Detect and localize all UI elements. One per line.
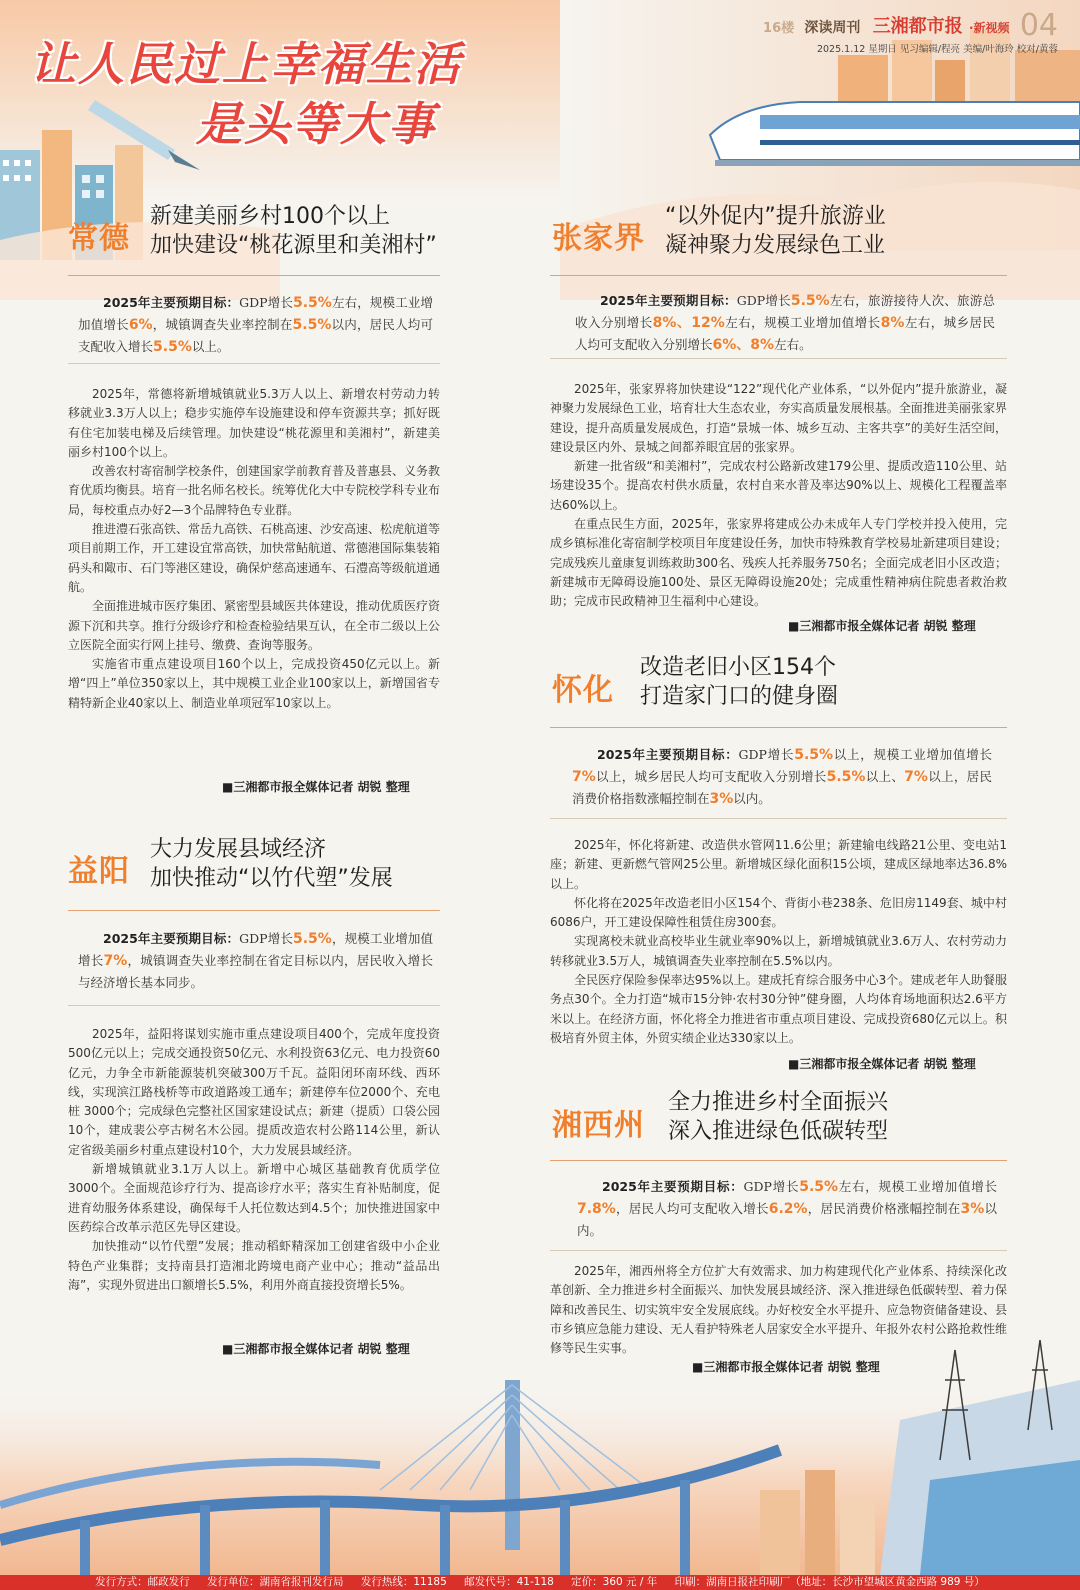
changde-para-5: 实施省市重点建设项目160个以上，完成投资450亿元以上。新增“四上”单位350家以上，其中规模工业企业100家以上，新增国省专精特新企业40家以上、制造业单项冠军10家以上。: [68, 657, 440, 710]
footer-bar: [0, 1575, 1080, 1590]
zhangjiajie-para-2: 新建一批省级“和美湘村”，完成农村公路新改建179公里、提质改造110公里、站场建设35个。提高农村供水质量，农村自来水普及率达90%以上、规模化工程覆盖率达60%以上。: [550, 459, 1007, 512]
paper-name: 三湘都市报: [872, 16, 963, 37]
zhangjiajie-body: [550, 380, 1007, 612]
changde-rule: [68, 275, 440, 276]
footer-distribution: 发行方式：邮政发行: [95, 1576, 190, 1588]
city-xiangxi: 湘西州: [552, 1108, 645, 1143]
changde-para-4: 全面推进城市医疗集团、紧密型县域医共体建设，推动优质医疗资源下沉和共享。推行分级诊疗和检查检验结果互认，在全市二级以上公立医院全面实行网上挂号、缴费、查询等服务。: [68, 599, 441, 652]
zhangjiajie-byline: ■三湘都市报全媒体记者 胡锐 整理: [788, 619, 976, 633]
date-line: 2025.1.12 星期日 见习编辑/程亮 美编/叶海玲 校对/黄蓉: [816, 44, 1058, 55]
city-yiyang: 益阳: [68, 854, 130, 889]
footer-printer: 印刷：湖南日报社印刷厂（地址：长沙市望城区黄金西路 989 号）: [674, 1576, 985, 1588]
page-label: 16楼: [763, 21, 795, 36]
zhangjiajie-divider: [550, 358, 1007, 359]
footer-hotline: 发行热线：11185: [360, 1576, 447, 1588]
huaihua-para-3: 实现离校未就业高校毕业生就业率90%以上，新增城镇就业3.6万人、农村劳动力转移就业3.5万人，城镇调查失业率控制在5.5%以内。: [550, 934, 1007, 968]
changde-para-3: 推进澧石张高铁、常岳九高铁、石桃高速、沙安高速、松虎航道等项目前期工作，开工建设宜常高铁，加快常鲇航道、常德港国际集装箱码头和陬市、石门等港区建设，确保炉慈高速通车、石澧高等级航道通航。: [68, 522, 441, 594]
changde-para-1: 2025年，常德将新增城镇就业5.3万人以上、新增农村劳动力转移就业3.3万人以上；稳步实施停车设施建设和停车资源共享；抓好既有住宅加装电梯及后续管理。加快建设“桃花源里和美湘村”，新建美丽乡村100个以上。: [68, 387, 440, 459]
main-headline-line1: 让人民过上幸福生活: [30, 37, 462, 91]
xiangxi-divider: [550, 1250, 1007, 1251]
xiangxi-goals: 2025年主要预期目标：GDP增长5.5%左右，规模工业增加值增长7.8%，居民人均可支配收入增长6.2%，居民消费价格涨幅控制在3%以内。: [577, 1179, 998, 1238]
zhangjiajie-title-1: “以外促内”提升旅游业: [665, 204, 886, 229]
changde-divider: [68, 363, 440, 364]
huaihua-byline: ■三湘都市报全媒体记者 胡锐 整理: [788, 1057, 976, 1071]
huaihua-goals: 2025年主要预期目标：GDP增长5.5%以上，规模工业增加值增长7%以上，城乡居民人均可支配收入分别增长5.5%以上、7%以上，居民消费价格指数涨幅控制在3%以内。: [572, 747, 993, 807]
zhangjiajie-title-2: 凝神聚力发展绿色工业: [665, 233, 886, 258]
city-changde: 常德: [68, 221, 130, 256]
huaihua-divider: [550, 818, 1007, 819]
city-huaihua: 怀化: [552, 673, 614, 708]
yiyang-para-2: 新增城镇就业3.1万人以上。新增中心城区基础教育优质学位3000个。全面规范诊疗行为、提高诊疗水平；落实生育补贴制度，促进育幼服务体系建设，确保每千人托位数达到4.5个；加快推进国家中医药综合改革示范区先导区建设。: [68, 1162, 440, 1234]
yiyang-para-1: 2025年，益阳将谋划实施市重点建设项目400个，完成年度投资500亿元以上；完成交通投资50亿元、水利投资63亿元、电力投资60亿元，力争全市新能源装机突破300万千瓦。益阳闭环南环线、西环线，实现滨江路栈桥等市政道路竣工通车；新建停车位2000个、充电桩 3000个；完成绿色完整社区国家建设试点；新建（提质）口袋公园10个，建成裴公亭古树名木公园。提质改造农村公路114公里，新认定省级美丽乡村重点建设村10个，大力发展县域经济。: [68, 1027, 440, 1157]
changde-goals: 2025年主要预期目标：GDP增长5.5%左右，规模工业增加值增长6%，城镇调查失业率控制在5.5%以内，居民人均可支配收入增长5.5%以上。: [78, 295, 433, 355]
footer-code: 邮发代号：41-118: [464, 1576, 554, 1588]
huaihua-title-2: 打造家门口的健身圈: [640, 684, 839, 709]
yiyang-byline: ■三湘都市报全媒体记者 胡锐 整理: [222, 1342, 410, 1356]
yiyang-title-1: 大力发展县域经济: [150, 837, 327, 862]
changde-body: [68, 385, 440, 713]
city-zhangjiajie: 张家界: [552, 221, 645, 256]
changde-title-1: 新建美丽乡村100个以上: [150, 204, 390, 229]
yiyang-body: [68, 1025, 440, 1295]
zhangjiajie-para-3: 在重点民生方面，2025年，张家界将建成公办未成年人专门学校并投入使用，完成乡镇标准化寄宿制学校项目年度建设任务，加快市特殊教育学校易址新建项目建设；完成残疾儿童康复训练救助300名、残疾人托养服务750名；全面完成老旧小区改造；新建城市无障碍设施100处、景区无障碍设施20处；完成重性精神病住院患者救治救助；完成市民政精神卫生福利中心建设。: [550, 517, 1007, 609]
huaihua-title-1: 改造老旧小区154个: [640, 655, 836, 680]
page-number: 04: [1019, 8, 1058, 43]
xiangxi-title-2: 深入推进绿色低碳转型: [668, 1119, 889, 1144]
xiangxi-title-1: 全力推进乡村全面振兴: [668, 1090, 889, 1115]
yiyang-rule: [68, 910, 440, 911]
xiangxi-rule: [550, 1160, 1007, 1161]
changde-byline: ■三湘都市报全媒体记者 胡锐 整理: [222, 780, 410, 794]
huaihua-body: [550, 836, 1007, 1048]
changde-para-2: 改善农村寄宿制学校条件，创建国家学前教育普及普惠县、义务教育优质均衡县。培育一批名师名校长。统筹优化大中专院校学科专业布局，每校重点办好2—3个品牌特色专业群。: [68, 464, 441, 517]
main-headline-line2: 是头等大事: [196, 97, 436, 151]
huaihua-para-2: 怀化将在2025年改造老旧小区154个、背街小巷238条、危旧房1149套、城中村6086户，开工建设保障性租赁住房300套。: [550, 895, 1007, 930]
column-name: 深读周刊: [804, 20, 861, 36]
xiangxi-para-1: 2025年，湘西州将全方位扩大有效需求、加力构建现代化产业体系、持续深化改革创新、全力推进乡村全面振兴、加快发展县域经济、深入推进绿色低碳转型、着力保障和改善民生、切实筑牢安全发展底线。办好校安全水平提升、应急物资储备建设、县市乡镇应急能力建设、无人看护特殊老人居家安全水平提升、年报外农村公路抢救性维修等民生实事。: [550, 1264, 1007, 1356]
footer-illustration: [0, 1340, 1080, 1575]
masthead: [698, 8, 1058, 55]
yiyang-title-2: 加快推动“以竹代塑”发展: [150, 866, 393, 891]
huaihua-para-4: 全民医疗保险参保率达95%以上。建成托育综合服务中心3个。建成老年人助餐服务点30个。全力打造“城市15分钟·农村30分钟”健身圈，人均体育场地面积达2.6平方米以上。在经济方面，怀化将全力推进省市重点项目建设、完成投资680亿元以上。积极培育外贸主体，外贸实绩企业达330家以上。: [550, 973, 1007, 1045]
sub-brand: ·新视频: [968, 21, 1010, 35]
huaihua-rule: [550, 727, 1007, 728]
zhangjiajie-goals: 2025年主要预期目标：GDP增长5.5%左右，旅游接待人次、旅游总收入分别增长8%、12%左右，规模工业增加值增长8%左右，城乡居民人均可支配收入分别增长6%、8%左右。: [575, 293, 995, 353]
xiangxi-byline: ■三湘都市报全媒体记者 胡锐 整理: [692, 1360, 880, 1374]
changde-title-2: 加快建设“桃花源里和美湘村”: [150, 233, 437, 258]
yiyang-goals: 2025年主要预期目标：GDP增长5.5%，规模工业增加值增长7%，城镇调查失业率控制在省定目标以内，居民收入增长与经济增长基本同步。: [78, 931, 433, 990]
yiyang-divider: [68, 1005, 440, 1006]
footer-price: 定价：360 元 / 年: [571, 1576, 658, 1588]
huaihua-para-1: 2025年，怀化将新建、改造供水管网11.6公里；新建输电线路21公里、变电站1座；新建、更新燃气管网25公里。新增城区绿化面积15公顷，建成区绿地率达36.8%以上。: [550, 838, 1007, 891]
footer-publisher: 发行单位：湖南省报刊发行局: [207, 1576, 344, 1588]
zhangjiajie-para-1: 2025年，张家界将加快建设“122”现代化产业体系，“以外促内”提升旅游业，凝神聚力发展绿色工业，培育壮大生态农业，夯实高质量发展根基。全面推进美丽张家界建设，提升高质量发展成色，打造“景城一体、城乡互动、主客共享”的美好生活空间，建设景区内外、景城之间都养眼宜居的张家界。: [550, 382, 1007, 454]
yiyang-para-3: 加快推动“以竹代塑”发展；推动稻虾精深加工创建省级中小企业特色产业集群；支持南县打造湘北跨境电商产业中心；推动“益品出海”，实现外贸进出口额增长5.5%，利用外商直接投资增长5%。: [68, 1239, 440, 1292]
zhangjiajie-rule: [550, 275, 1007, 276]
